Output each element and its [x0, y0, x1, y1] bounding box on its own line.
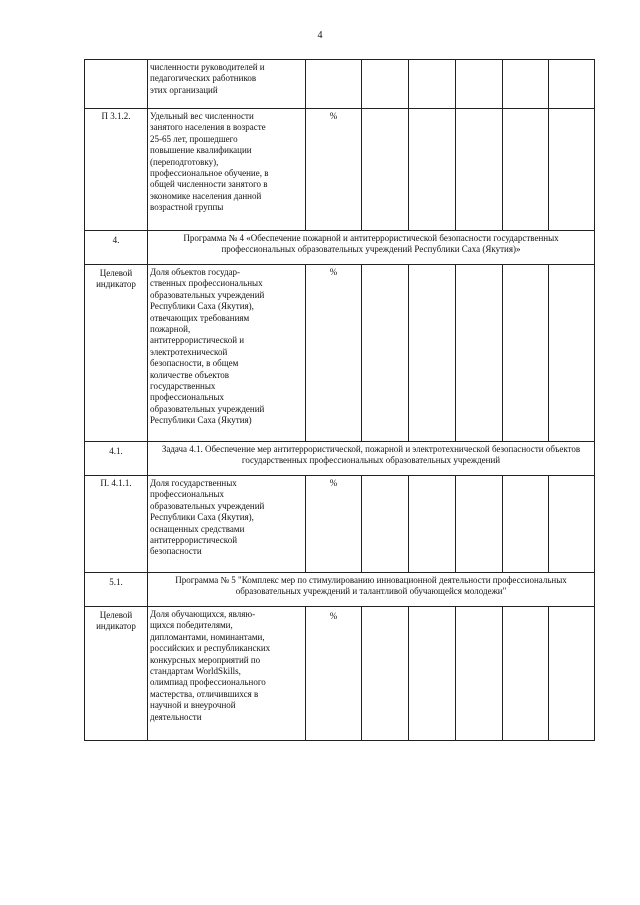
row-code	[85, 60, 148, 109]
table-row	[85, 60, 595, 109]
row-code: Целевой индикатор	[85, 607, 148, 741]
table-row	[85, 476, 595, 573]
empty-cell	[549, 476, 595, 573]
empty-cell	[549, 607, 595, 741]
empty-cell	[503, 109, 549, 231]
empty-cell	[409, 109, 456, 231]
section-title: Программа № 4 «Обеспечение пожарной и антитеррористической безопасности государственных профессиональных образовательных учреждений Республики Саха (Якутия)»	[148, 231, 595, 265]
empty-cell	[362, 265, 409, 442]
empty-cell	[549, 265, 595, 442]
row-description: Доля государственных профессиональных образовательных учреждений Республики Саха (Якутия), оснащенных средствами антитеррористической безопасности	[148, 476, 306, 573]
empty-cell	[409, 60, 456, 109]
empty-cell	[549, 60, 595, 109]
row-code: Целевой индикатор	[85, 265, 148, 442]
empty-cell	[362, 109, 409, 231]
empty-cell	[362, 476, 409, 573]
table-row	[85, 607, 595, 741]
empty-cell	[456, 265, 503, 442]
empty-cell	[409, 607, 456, 741]
table-row	[85, 109, 595, 231]
empty-cell	[503, 60, 549, 109]
empty-cell	[362, 60, 409, 109]
section-title: Программа № 5 "Комплекс мер по стимулированию инновационной деятельности профессиональных образовательных учреждений и талантливой обучающейся молодежи"	[148, 573, 595, 607]
row-code: П. 4.1.1.	[85, 476, 148, 573]
section-code: 5.1.	[85, 573, 148, 607]
section-row	[85, 442, 595, 476]
row-unit	[306, 60, 362, 109]
empty-cell	[503, 476, 549, 573]
empty-cell	[409, 265, 456, 442]
section-title: Задача 4.1. Обеспечение мер антитеррористической, пожарной и электротехнической безопасности объектов государственных профессиональных образовательных учреждений	[148, 442, 595, 476]
row-code: П 3.1.2.	[85, 109, 148, 231]
section-code: 4.1.	[85, 442, 148, 476]
section-code: 4.	[85, 231, 148, 265]
row-description: Доля обучающихся, являю- щихся победителями, дипломантами, номинантами, российских и республиканских конкурсных мероприятий по стандартам WorldSkills, олимпиад профессионального мастерства, отличившихся в научной и внеурочной деятельности	[148, 607, 306, 741]
row-description: Доля объектов государ- ственных профессиональных образовательных учреждений Республики Саха (Якутия), отвечающих требованиям пожарной, антитеррористической и электротехнической безопасности, в общем количестве объектов государственных профессиональных образовательных учреждений Республики Саха (Якутия)	[148, 265, 306, 442]
indicators-table	[84, 59, 595, 741]
row-unit: %	[306, 265, 362, 442]
empty-cell	[456, 109, 503, 231]
row-unit: %	[306, 607, 362, 741]
section-row	[85, 573, 595, 607]
empty-cell	[456, 60, 503, 109]
empty-cell	[362, 607, 409, 741]
table-row	[85, 265, 595, 442]
row-description: Удельный вес численности занятого населения в возрасте 25-65 лет, прошедшего повышение квалификации (переподготовку), профессиональное обучение, в общей численности занятого в экономике населения данной возрастной группы	[148, 109, 306, 231]
empty-cell	[409, 476, 456, 573]
row-unit: %	[306, 476, 362, 573]
row-description: численности руководителей и педагогических работников этих организаций	[148, 60, 306, 109]
row-unit: %	[306, 109, 362, 231]
section-row	[85, 231, 595, 265]
empty-cell	[549, 109, 595, 231]
page-number: 4	[317, 30, 323, 41]
empty-cell	[456, 476, 503, 573]
empty-cell	[503, 607, 549, 741]
empty-cell	[503, 265, 549, 442]
empty-cell	[456, 607, 503, 741]
